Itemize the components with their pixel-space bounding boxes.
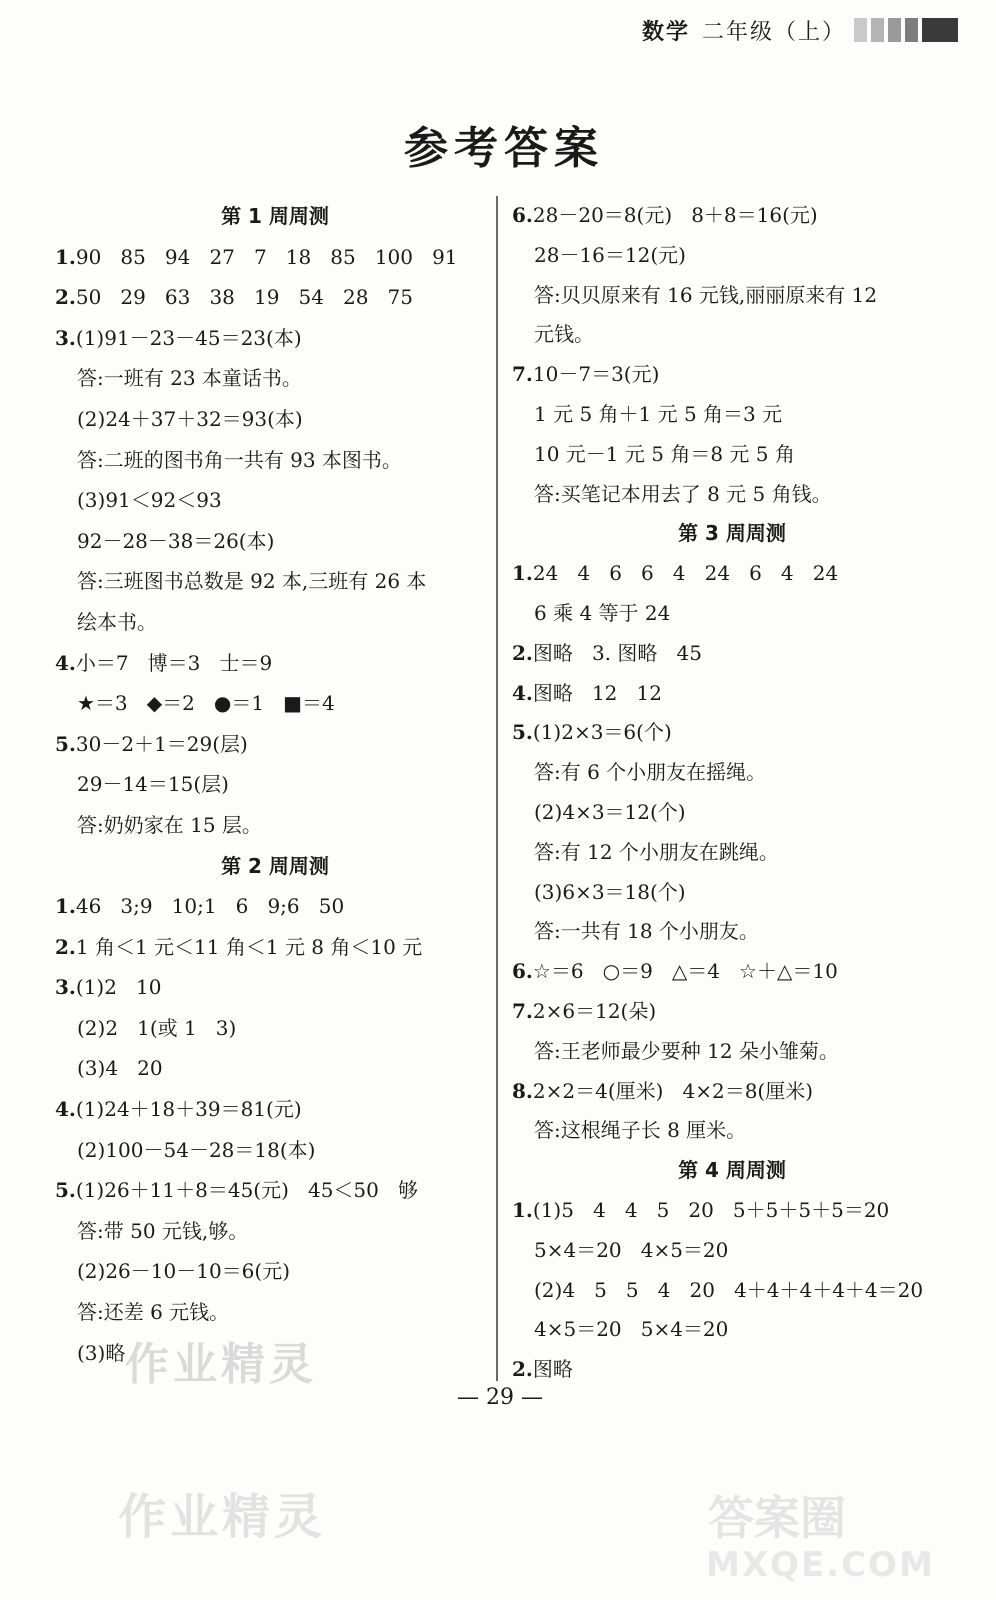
- question-number: 6.: [512, 203, 533, 227]
- answer-text: 答:有 6 个小朋友在摇绳。: [534, 760, 767, 785]
- answer-line: [55, 1251, 495, 1292]
- answer-line: [55, 683, 495, 724]
- answer-text: 29－14＝15(层): [77, 772, 229, 797]
- answer-text: (1)2×3＝6(个): [532, 720, 672, 745]
- answer-text: 答:三班图书总数是 92 本,三班有 26 本: [77, 569, 427, 594]
- question-number: 7.: [512, 362, 533, 387]
- answer-text: 答:二班的图书角一共有 93 本图书。: [77, 447, 402, 472]
- answer-line: [512, 276, 952, 316]
- answer-text: 6 乘 4 等于 24: [534, 600, 671, 625]
- answer-line: [55, 561, 495, 602]
- answer-text: 元钱。: [534, 322, 594, 347]
- answer-line: [512, 196, 952, 236]
- answer-text: 46 3;9 10;1 6 9;6 50: [75, 894, 345, 919]
- answer-line: [512, 713, 952, 753]
- answer-text: 答:买笔记本用去了 8 元 5 角钱。: [534, 481, 832, 506]
- answer-text: 2×6＝12(朵): [532, 998, 657, 1023]
- page-header: [642, 12, 958, 48]
- answer-line: [512, 992, 952, 1032]
- answer-line: [512, 912, 952, 952]
- answer-line: [55, 1211, 495, 1252]
- answer-text: 28－16＝12(元): [534, 242, 686, 267]
- question-number: 2.: [55, 285, 76, 310]
- answer-line: [55, 1130, 495, 1171]
- section-heading: 第 1 周周测: [221, 204, 329, 228]
- answer-text: (1)26＋11＋8＝45(元) 45＜50 够: [75, 1178, 418, 1203]
- answer-line: [55, 602, 495, 643]
- answer-line: [512, 395, 952, 435]
- answer-line: [55, 1292, 495, 1333]
- answer-text: (2)2 1(或 1 3): [77, 1015, 237, 1040]
- answer-text: (2)4 5 5 4 20 4＋4＋4＋4＋4＝20: [534, 1277, 924, 1302]
- answer-line: [512, 753, 952, 793]
- question-number: 4.: [55, 1097, 76, 1122]
- answer-line: [55, 1008, 495, 1049]
- answer-line: [512, 1350, 952, 1390]
- answer-text: 答:有 12 个小朋友在跳绳。: [534, 839, 779, 864]
- answer-line: [512, 355, 952, 395]
- answer-line: [55, 318, 495, 359]
- answer-line: [55, 643, 495, 684]
- question-number: 1.: [55, 244, 76, 269]
- answer-text: (3)4 20: [77, 1056, 163, 1081]
- question-number: 5.: [55, 1178, 76, 1203]
- question-number: 5.: [512, 720, 533, 745]
- question-number: 1.: [512, 561, 533, 586]
- answer-line: [512, 1032, 952, 1072]
- question-number: 4.: [55, 650, 76, 675]
- question-number: 4.: [512, 680, 533, 705]
- question-number: 2.: [55, 934, 76, 959]
- answer-text: ★＝3 ◆＝2 ●＝1 ■＝4: [77, 691, 335, 716]
- question-number: 3.: [55, 975, 76, 1000]
- answer-line: [55, 399, 495, 440]
- answer-text: 答:带 50 元钱,够。: [77, 1218, 249, 1243]
- answer-text: (1)24＋18＋39＝81(元): [75, 1097, 302, 1122]
- answer-text: 10 元－1 元 5 角＝8 元 5 角: [534, 441, 795, 466]
- answer-text: 绘本书。: [77, 609, 157, 634]
- column-divider: [496, 196, 498, 1381]
- question-number: 1.: [55, 894, 76, 919]
- question-number: 2.: [512, 640, 533, 665]
- answer-text: 图略: [532, 1357, 573, 1382]
- watermark-text: 作业精灵: [125, 1339, 317, 1390]
- answer-text: 90 85 94 27 7 18 85 100 91: [75, 244, 458, 269]
- answer-line: [512, 435, 952, 475]
- answer-text: 50 29 63 38 19 54 28 75: [75, 285, 413, 310]
- answer-text: (1)2 10: [75, 975, 162, 1000]
- header-subject: 数学: [641, 19, 690, 45]
- answer-text: 答:奶奶家在 15 层。: [77, 812, 262, 837]
- section-heading: 第 2 周周测: [221, 853, 329, 878]
- header-grade: 二年级（上）: [701, 19, 846, 45]
- question-number: 1.: [512, 1197, 533, 1222]
- answer-line: [512, 1231, 952, 1271]
- question-number: 2.: [512, 1357, 533, 1382]
- right-column: [512, 196, 952, 1390]
- answer-text: 图略 12 12: [532, 680, 662, 705]
- answer-line: [512, 952, 952, 992]
- answer-line: [55, 886, 495, 927]
- answer-line: [512, 674, 952, 714]
- question-number: 7.: [512, 998, 533, 1023]
- answer-line: [55, 927, 495, 968]
- answer-text: 1 元 5 角＋1 元 5 角＝3 元: [534, 401, 783, 426]
- answer-line: [512, 475, 952, 515]
- answer-line: [55, 764, 495, 805]
- answer-text: (1)91－23－45＝23(本): [75, 325, 302, 350]
- answer-line: [55, 1089, 495, 1130]
- answer-line: [512, 793, 952, 833]
- header-decoration-bars: [854, 18, 958, 42]
- answer-text: 答:贝贝原来有 16 元钱,丽丽原来有 12: [534, 282, 878, 307]
- answer-line: [55, 237, 495, 278]
- answer-text: (3)6×3＝18(个): [534, 879, 686, 904]
- answer-line: [55, 480, 495, 521]
- watermark-logo-top: 答案圈: [708, 1491, 846, 1545]
- answer-line: [512, 1191, 952, 1231]
- answer-line: [55, 521, 495, 562]
- answer-text: 答:一共有 18 个小朋友。: [534, 919, 759, 944]
- answer-text: 28－20＝8(元) 8＋8＝16(元): [532, 203, 818, 227]
- answer-line: [512, 634, 952, 674]
- answer-line: [55, 440, 495, 481]
- answer-line: [512, 1111, 952, 1151]
- answer-text: (1)5 4 4 5 20 5＋5＋5＋5＝20: [532, 1197, 890, 1222]
- answer-line: [55, 1048, 495, 1089]
- page-title: 参考答案: [404, 123, 604, 174]
- answer-line: [55, 277, 495, 318]
- answer-text: (2)100－54－28＝18(本): [77, 1137, 316, 1162]
- answer-text: 答:还差 6 元钱。: [77, 1300, 230, 1325]
- answer-line: [512, 554, 952, 594]
- answer-line: [512, 594, 952, 634]
- answer-text: 1 角＜1 元＜11 角＜1 元 8 角＜10 元: [75, 934, 423, 959]
- answer-text: 92－28－38＝26(本): [77, 528, 275, 553]
- answer-text: 5×4＝20 4×5＝20: [534, 1237, 729, 1262]
- answer-text: 10－7＝3(元): [532, 362, 660, 387]
- answer-line: [512, 1310, 952, 1350]
- answer-text: (2)24＋37＋32＝93(本): [77, 406, 303, 431]
- answer-text: 2×2＝4(厘米) 4×2＝8(厘米): [532, 1078, 814, 1103]
- answer-text: 4×5＝20 5×4＝20: [534, 1317, 729, 1342]
- answer-line: [55, 967, 495, 1008]
- answer-text: (3)91＜92＜93: [77, 488, 222, 513]
- answer-line: [512, 833, 952, 873]
- section-heading: 第 3 周周测: [678, 521, 786, 546]
- watermark-text: 作业精灵: [118, 1489, 327, 1545]
- answer-text: 30－2＋1＝29(层): [75, 731, 248, 756]
- answer-line: [512, 236, 952, 276]
- answer-line: [55, 724, 495, 765]
- answer-text: 答:王老师最少要种 12 朵小雏菊。: [534, 1038, 839, 1063]
- answer-text: 24 4 6 6 4 24 6 4 24: [532, 561, 839, 586]
- answer-line: [512, 1072, 952, 1112]
- answer-text: 小＝7 博＝3 士＝9: [75, 650, 273, 675]
- answer-text: (2)26－10－10＝6(元): [77, 1259, 291, 1284]
- answer-text: ☆＝6 ○＝9 △＝4 ☆＋△＝10: [532, 959, 838, 984]
- answer-text: (2)4×3＝12(个): [534, 799, 686, 824]
- question-number: 8.: [512, 1078, 533, 1103]
- section-heading: 第 4 周周测: [678, 1158, 786, 1183]
- answer-line: [55, 805, 495, 846]
- answer-text: 答:这根绳子长 8 厘米。: [534, 1118, 747, 1143]
- answer-text: 答:一班有 23 本童话书。: [77, 366, 302, 391]
- page-number: — 29 —: [457, 1385, 543, 1410]
- watermark-logo-bottom: MXQE.COM: [706, 1545, 935, 1582]
- answer-line: [55, 1170, 495, 1211]
- answer-text: 图略 3. 图略 45: [532, 640, 702, 665]
- answer-text: (3)略: [77, 1340, 126, 1365]
- answer-line: [55, 358, 495, 399]
- question-number: 5.: [55, 731, 76, 756]
- answer-line: [512, 873, 952, 913]
- watermark-logo: [700, 1482, 962, 1582]
- left-column: [55, 196, 495, 1373]
- answer-line: [512, 1271, 952, 1311]
- question-number: 3.: [55, 325, 76, 350]
- question-number: 6.: [512, 959, 533, 984]
- answer-line: [512, 315, 952, 355]
